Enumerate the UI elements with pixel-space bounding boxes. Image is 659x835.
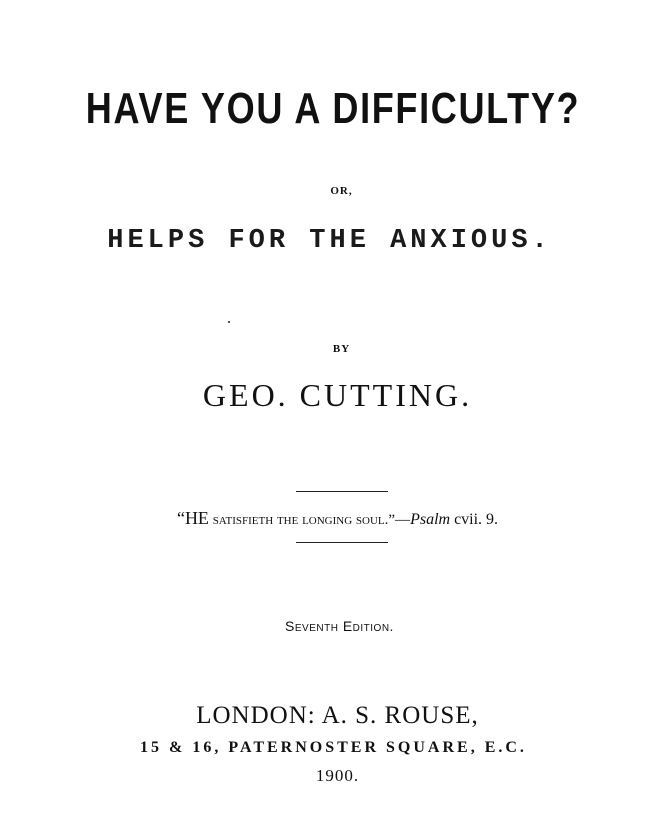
publication-year: 1900.: [315, 766, 360, 785]
epigraph-quote: [8, 508, 659, 529]
or-connector: OR,: [330, 185, 353, 197]
divider-top: [296, 491, 388, 492]
quote-open-mark: “: [176, 508, 185, 528]
quote-reference: cvii. 9.: [450, 511, 499, 528]
by-label: BY: [332, 343, 351, 355]
quote-body: satisfieth the longing soul.”—: [208, 512, 411, 528]
publisher-address: 15 & 16, PATERNOSTER SQUARE, E.C.: [140, 739, 527, 756]
quote-he: HE: [184, 508, 209, 528]
publisher-line: LONDON: A. S. ROUSE,: [196, 702, 479, 729]
quote-psalm: Psalm: [410, 511, 451, 528]
print-speck: [228, 321, 230, 323]
author-name: GEO. CUTTING.: [202, 377, 473, 413]
book-title: HAVE YOU A DIFFICULTY?: [85, 84, 581, 133]
book-subtitle: HELPS FOR THE ANXIOUS.: [107, 226, 552, 256]
divider-bottom: [296, 542, 388, 543]
edition-label: Seventh Edition.: [285, 618, 394, 634]
